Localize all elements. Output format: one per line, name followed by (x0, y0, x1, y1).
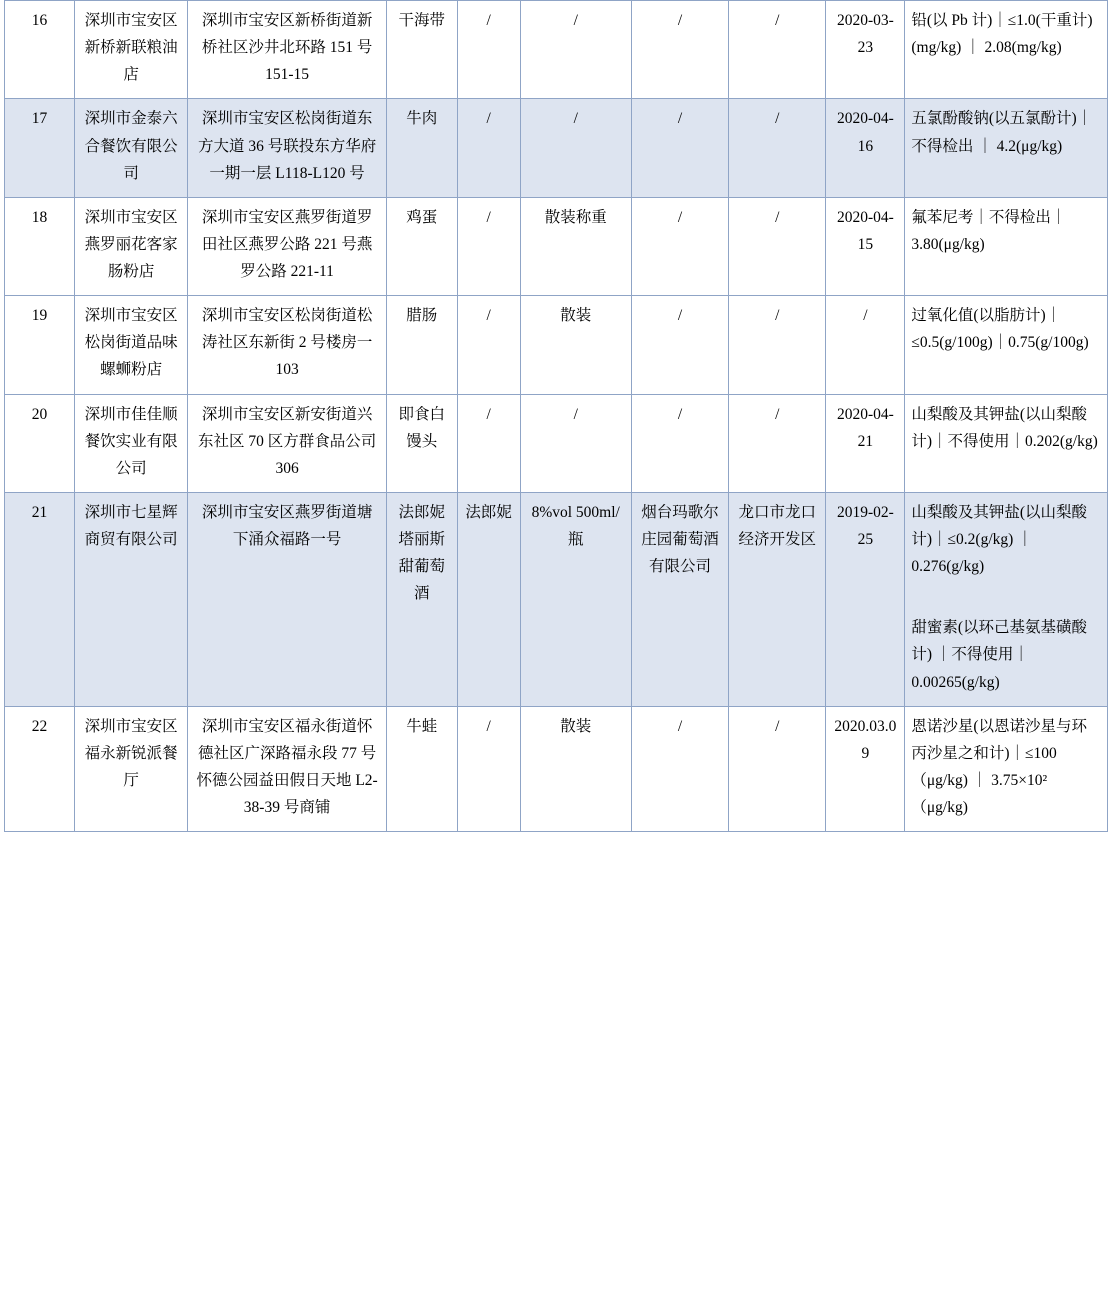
cell-address: 深圳市宝安区松岗街道松涛社区东新街 2 号楼房一 103 (188, 296, 387, 394)
cell-maker-address: / (729, 1, 826, 99)
cell-production-date: 2020-04-21 (826, 394, 905, 492)
cell-brand: 法郎妮 (457, 492, 520, 706)
cell-brand: / (457, 394, 520, 492)
table-body (5, 1, 1108, 832)
cell-spec: 散装称重 (520, 197, 631, 295)
cell-brand: / (457, 1, 520, 99)
cell-company: 深圳市金泰六合餐饮有限公司 (74, 99, 187, 197)
cell-index: 19 (5, 296, 75, 394)
cell-brand: / (457, 706, 520, 832)
inspection-results-table (4, 0, 1108, 832)
table-row (5, 492, 1108, 706)
cell-spec: / (520, 99, 631, 197)
cell-maker-address: / (729, 197, 826, 295)
result-text: 铅(以 Pb 计)｜≤1.0(干重计)(mg/kg) ｜ 2.08(mg/kg) (911, 12, 1093, 57)
cell-company: 深圳市宝安区新桥新联粮油店 (74, 1, 187, 99)
table-row (5, 394, 1108, 492)
cell-failed-item-result (905, 1, 1108, 99)
cell-maker-address: / (729, 706, 826, 832)
cell-maker: / (631, 706, 728, 832)
cell-maker: / (631, 1, 728, 99)
cell-failed-item-result (905, 492, 1108, 706)
cell-maker-address: / (729, 99, 826, 197)
cell-company: 深圳市宝安区燕罗丽花客家肠粉店 (74, 197, 187, 295)
cell-spec: 散装 (520, 296, 631, 394)
cell-index: 18 (5, 197, 75, 295)
cell-address: 深圳市宝安区燕罗街道罗田社区燕罗公路 221 号燕罗公路 221-11 (188, 197, 387, 295)
cell-failed-item-result (905, 394, 1108, 492)
cell-maker: / (631, 197, 728, 295)
cell-brand: / (457, 296, 520, 394)
cell-production-date: 2020.03.09 (826, 706, 905, 832)
cell-index: 17 (5, 99, 75, 197)
cell-index: 21 (5, 492, 75, 706)
cell-product: 即食白馒头 (386, 394, 457, 492)
cell-product: 干海带 (386, 1, 457, 99)
cell-production-date: / (826, 296, 905, 394)
cell-failed-item-result (905, 99, 1108, 197)
cell-production-date: 2020-04-16 (826, 99, 905, 197)
cell-index: 16 (5, 1, 75, 99)
cell-index: 20 (5, 394, 75, 492)
cell-failed-item-result (905, 296, 1108, 394)
cell-address: 深圳市宝安区福永街道怀德社区广深路福永段 77 号怀德公园益田假日天地 L2-38-39 号商铺 (188, 706, 387, 832)
cell-maker: 烟台玛歌尔庄园葡萄酒有限公司 (631, 492, 728, 706)
cell-maker-address: / (729, 394, 826, 492)
cell-product: 法郎妮塔丽斯甜葡萄酒 (386, 492, 457, 706)
table-row (5, 99, 1108, 197)
cell-production-date: 2020-03-23 (826, 1, 905, 99)
result-text: 氟苯尼考｜不得检出｜3.80(μg/kg) (911, 208, 1067, 253)
cell-spec: 8%vol 500ml/瓶 (520, 492, 631, 706)
cell-address: 深圳市宝安区松岗街道东方大道 36 号联投东方华府一期一层 L118-L120 号 (188, 99, 387, 197)
result-text: 恩诺沙星(以恩诺沙星与环丙沙星之和计)｜≤100（μg/kg) ｜ 3.75×10²（μg/kg) (911, 717, 1088, 816)
cell-address: 深圳市宝安区燕罗街道塘下涌众福路一号 (188, 492, 387, 706)
cell-maker: / (631, 99, 728, 197)
cell-failed-item-result (905, 197, 1108, 295)
cell-production-date: 2020-04-15 (826, 197, 905, 295)
table-row (5, 1, 1108, 99)
table-row (5, 296, 1108, 394)
result-text: 过氧化值(以脂肪计)｜≤0.5(g/100g)｜0.75(g/100g) (911, 307, 1089, 352)
cell-maker: / (631, 296, 728, 394)
cell-company: 深圳市宝安区松岗街道品味螺蛳粉店 (74, 296, 187, 394)
cell-company: 深圳市七星辉商贸有限公司 (74, 492, 187, 706)
cell-failed-item-result (905, 706, 1108, 832)
table-row (5, 197, 1108, 295)
cell-address: 深圳市宝安区新安街道兴东社区 70 区方群食品公司 306 (188, 394, 387, 492)
result-text: 山梨酸及其钾盐(以山梨酸计)｜不得使用｜0.202(g/kg) (911, 405, 1098, 450)
cell-company: 深圳市宝安区福永新锐派餐厅 (74, 706, 187, 832)
cell-product: 腊肠 (386, 296, 457, 394)
cell-product: 鸡蛋 (386, 197, 457, 295)
table-row (5, 706, 1108, 832)
cell-brand: / (457, 197, 520, 295)
cell-spec: / (520, 1, 631, 99)
cell-maker-address: / (729, 296, 826, 394)
cell-index: 22 (5, 706, 75, 832)
cell-production-date: 2019-02-25 (826, 492, 905, 706)
cell-company: 深圳市佳佳顺餐饮实业有限公司 (74, 394, 187, 492)
cell-maker: / (631, 394, 728, 492)
cell-spec: 散装 (520, 706, 631, 832)
result-text: 山梨酸及其钾盐(以山梨酸计)｜≤0.2(g/kg) ｜ 0.276(g/kg) (911, 503, 1088, 576)
cell-brand: / (457, 99, 520, 197)
cell-maker-address: 龙口市龙口经济开发区 (729, 492, 826, 706)
result-text: 甜蜜素(以环己基氨基磺酸计) ｜不得使用｜0.00265(g/kg) (911, 619, 1088, 691)
cell-product: 牛肉 (386, 99, 457, 197)
cell-address: 深圳市宝安区新桥街道新桥社区沙井北环路 151 号 151-15 (188, 1, 387, 99)
result-text: 五氯酚酸钠(以五氯酚计)｜不得检出 ｜ 4.2(μg/kg) (911, 110, 1093, 155)
cell-product: 牛蛙 (386, 706, 457, 832)
cell-spec: / (520, 394, 631, 492)
